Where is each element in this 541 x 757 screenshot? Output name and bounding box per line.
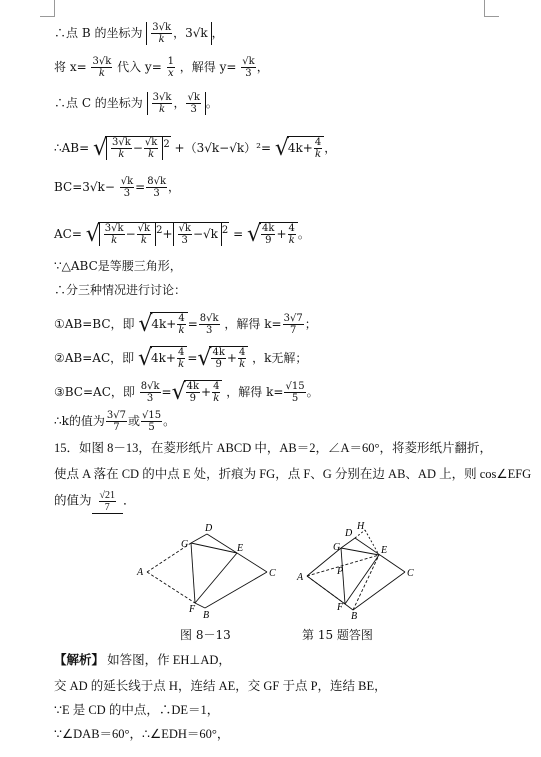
fraction (144, 137, 158, 160)
numerator: √k (187, 92, 200, 103)
fraction (111, 137, 132, 160)
fraction (177, 313, 185, 336)
fraction (261, 223, 275, 246)
bracket (106, 137, 163, 160)
problem-line-2: 使点 A 落在 CD 的中点 E 处，折痕为 FG，点 F、G 分别在边 AB、AD 上，则 cos∠EFG (54, 467, 532, 481)
fraction (99, 490, 117, 513)
label-h: H (357, 521, 365, 532)
text: 将 x= (54, 60, 87, 74)
line-k-values (54, 410, 175, 433)
radical-sign: √ (138, 311, 153, 337)
text: 的值为 (54, 493, 92, 508)
fraction (141, 410, 162, 433)
figure-2-caption: 第 15 题答图 (302, 628, 373, 642)
denominator: k (158, 34, 165, 45)
fraction (104, 223, 125, 246)
text: ． (123, 493, 136, 508)
radical-sign: √ (274, 135, 289, 161)
line-case-2 (54, 346, 307, 370)
numerator: √21 (99, 490, 116, 501)
equals: = (135, 180, 146, 194)
denominator: k (111, 235, 118, 246)
edge-gd (191, 534, 207, 543)
text: AC= (54, 227, 82, 241)
fraction (199, 313, 220, 336)
plus: + (276, 227, 287, 241)
denominator: 3 (190, 104, 197, 115)
denominator: k (98, 68, 105, 79)
fraction (106, 410, 127, 433)
comma: ， (173, 26, 186, 40)
problem-line-3 (54, 490, 136, 514)
denominator: 5 (291, 393, 299, 404)
denominator: k (239, 359, 246, 370)
numerator: 4k (212, 347, 225, 358)
solution-line-1 (54, 652, 231, 668)
equals: = (161, 385, 172, 399)
equals: = (187, 351, 198, 365)
minus: − (192, 227, 203, 241)
edge-ge (341, 548, 379, 555)
value: 3√k (185, 26, 208, 40)
text: ∴点 B 的坐标为 (54, 26, 143, 40)
denominator: k (178, 325, 185, 336)
text: +（3√k−√k）²= (174, 141, 271, 155)
text: 代入 y= (117, 60, 162, 74)
numerator: 1 (167, 56, 174, 67)
equals: = (233, 227, 244, 241)
numerator: √k (120, 176, 134, 187)
period: 。 (163, 414, 176, 428)
label-f: F (337, 602, 344, 613)
fraction (186, 92, 200, 115)
edge-gd (341, 538, 355, 548)
radical-sign: √ (247, 221, 262, 247)
minus: − (125, 227, 136, 241)
radicand (150, 312, 187, 336)
eh-perp (365, 530, 379, 555)
label-d: D (345, 528, 353, 539)
term: 4k+ (287, 141, 313, 155)
fraction (211, 347, 225, 370)
numerator: 4 (238, 347, 246, 358)
edge-cb (205, 572, 267, 608)
fold-gf (191, 543, 195, 603)
edge-fe (345, 555, 379, 604)
fraction (167, 56, 175, 79)
denominator: 3 (181, 235, 188, 246)
problem-line-1: 15．如图 8－13，在菱形纸片 ABCD 中，AB＝2，∠A＝60°，将菱形纸片翻折， (54, 441, 492, 455)
denominator: k (178, 359, 185, 370)
numerator: √15 (142, 410, 162, 421)
denominator: x (167, 68, 174, 79)
numerator: 4 (314, 137, 322, 148)
term: 4k+ (151, 317, 177, 331)
denominator: k (140, 235, 147, 246)
denominator: 7 (113, 422, 120, 433)
dashed-be (353, 555, 379, 610)
line-cases: ∴分三种情况进行讨论： (54, 283, 187, 297)
numerator: 4 (178, 313, 185, 324)
bracket (173, 223, 222, 246)
numerator: 3√7 (106, 410, 127, 421)
crop-mark-top-left (40, 0, 55, 17)
denominator: 9 (265, 235, 272, 246)
crop-mark-top-right (484, 0, 499, 17)
radicand (98, 222, 230, 246)
comma: ， (324, 141, 337, 155)
solution-line-2: 交 AD 的延长线于点 H，连结 AE，交 GF 于点 P，连结 BE， (54, 679, 387, 693)
fraction (146, 176, 167, 199)
label-e: E (237, 543, 244, 554)
denominator: k (148, 149, 155, 160)
numerator: 3√k (92, 56, 112, 67)
line-case-1: ①AB=BC，即 √4k+ $\frac{4}{k}$ = $\frac{8√k}{3}$ ，解得 k= $\frac{3√7}{7}$ ； (54, 311, 317, 337)
exponent: 2 (163, 139, 170, 150)
denominator: 3 (206, 325, 213, 336)
label-f: F (189, 604, 196, 615)
text: ②AB=AC，即 (54, 351, 135, 365)
denominator: 3 (153, 188, 160, 199)
denominator: k (213, 393, 220, 404)
radicand (105, 136, 171, 160)
comma: ， (173, 96, 186, 110)
text: ，解得 k= (224, 317, 282, 331)
edge-fb (195, 603, 205, 608)
denominator: 3 (245, 68, 252, 79)
exponent: 2 (221, 225, 229, 236)
denominator: k (118, 149, 125, 160)
line-bc (54, 176, 180, 199)
numerator: 8√k (199, 313, 219, 324)
solution-line-4: ∵∠DAB＝60°，∴∠EDH＝60°， (54, 727, 230, 741)
text: ，解得 y= (179, 60, 237, 74)
answer-figure-15 (295, 520, 415, 620)
edge-ge (191, 543, 237, 553)
text: 或 (128, 414, 141, 428)
period: 。 (205, 96, 218, 110)
fraction (314, 137, 322, 160)
text: ，解得 k= (226, 385, 284, 399)
fraction (120, 176, 134, 199)
term: 4k+ (151, 351, 176, 365)
fraction (137, 223, 151, 246)
bracket (147, 92, 206, 115)
denominator: 9 (189, 393, 196, 404)
numerator: 8√k (140, 381, 160, 392)
numerator: 4 (177, 347, 185, 358)
numerator: √k (137, 223, 151, 234)
text: BC=3√k− (54, 180, 115, 194)
equals: = (187, 317, 198, 331)
analysis-tag: 【解析】 (54, 653, 105, 667)
denominator: 3 (123, 188, 131, 199)
fraction (140, 381, 161, 404)
radical-sign: √ (93, 135, 108, 161)
fraction (212, 381, 220, 404)
fraction (238, 347, 246, 370)
label-e: E (381, 545, 388, 556)
label-c: C (407, 568, 414, 579)
denominator: 9 (215, 359, 222, 370)
text: ∴点 C 的坐标为 (54, 96, 143, 110)
comma: ， (256, 60, 269, 74)
comma: ， (211, 26, 224, 40)
period: 。 (306, 385, 319, 399)
radical-sign: √ (137, 345, 153, 371)
bracket (146, 22, 211, 45)
solution-line-3: ∵E 是 CD 的中点，∴DE＝1， (54, 703, 220, 717)
plus: + (226, 351, 237, 365)
figure-1-caption: 图 8－13 (180, 628, 231, 642)
value: √k (203, 227, 218, 241)
label-a: A (137, 567, 144, 578)
denominator: k (288, 235, 295, 246)
denominator: 5 (148, 422, 155, 433)
numerator: 4k (186, 381, 200, 392)
radicand (150, 346, 187, 370)
numerator: √k (144, 137, 158, 148)
exponent: 2 (156, 225, 163, 236)
plus: + (201, 385, 212, 399)
minus: − (132, 141, 143, 155)
fraction (284, 381, 305, 404)
numerator: 4 (288, 223, 295, 234)
edge-fe (195, 553, 237, 603)
fraction (151, 22, 172, 45)
fraction (283, 313, 304, 336)
numerator: √k (178, 223, 191, 234)
fraction (177, 347, 185, 370)
radicand (209, 346, 248, 370)
denominator: k (159, 104, 166, 115)
numerator: 3√k (152, 92, 172, 103)
numerator: 4 (213, 381, 220, 392)
label-b: B (203, 610, 210, 620)
period: 。 (297, 227, 310, 241)
denominator: k (314, 149, 322, 160)
radicand (184, 380, 223, 404)
line-ac (54, 222, 310, 246)
denominator: 7 (104, 502, 110, 513)
label-b: B (351, 611, 358, 620)
label-c: C (269, 568, 276, 579)
numerator: 4k (262, 223, 275, 234)
label-g: G (333, 542, 341, 553)
label-p: P (337, 566, 344, 577)
answer-blank (92, 490, 124, 514)
text: ③BC=AC，即 (54, 385, 135, 399)
plus: + (162, 227, 173, 241)
fraction (241, 56, 255, 79)
numerator: √15 (285, 381, 305, 392)
line-point-b (54, 22, 224, 45)
text: ，k无解； (252, 351, 308, 365)
dashed-af (147, 572, 195, 603)
fraction (186, 381, 200, 404)
fraction (152, 92, 173, 115)
label-g: G (181, 539, 189, 550)
radical-sign: √ (171, 379, 186, 405)
numerator: 8√k (147, 176, 167, 187)
comma: ， (168, 180, 181, 194)
line-point-c (54, 92, 218, 115)
figure-8-13 (135, 520, 285, 620)
text: ∴k的值为 (54, 414, 105, 428)
numerator: 3√k (152, 22, 172, 33)
line-ab (54, 136, 336, 160)
radicand (259, 222, 298, 246)
numerator: 3√k (104, 223, 124, 234)
denominator: 3 (146, 393, 154, 404)
numerator: √k (242, 56, 255, 67)
line-isosceles: ∵△ABC是等腰三角形， (54, 259, 182, 273)
fraction (178, 223, 192, 246)
edge-fb (345, 604, 353, 610)
radical-sign: √ (85, 221, 100, 247)
numerator: 3√7 (283, 313, 303, 324)
fraction (91, 56, 112, 79)
radical-sign: √ (197, 345, 212, 371)
bracket (99, 223, 156, 246)
fraction (288, 223, 296, 246)
line-substitute (54, 56, 269, 79)
edge-cb (353, 572, 405, 610)
numerator: 3√k (112, 137, 131, 148)
line-case-3 (54, 380, 319, 404)
label-d: D (205, 523, 213, 534)
text: 如答图，作 EH⊥AD， (104, 653, 231, 667)
radicand (287, 136, 324, 160)
text: ①AB=BC，即 (54, 317, 135, 331)
edge-dc (355, 538, 405, 572)
denominator: 7 (289, 325, 297, 336)
label-a: A (297, 572, 304, 583)
text: ∴AB= (54, 141, 90, 155)
